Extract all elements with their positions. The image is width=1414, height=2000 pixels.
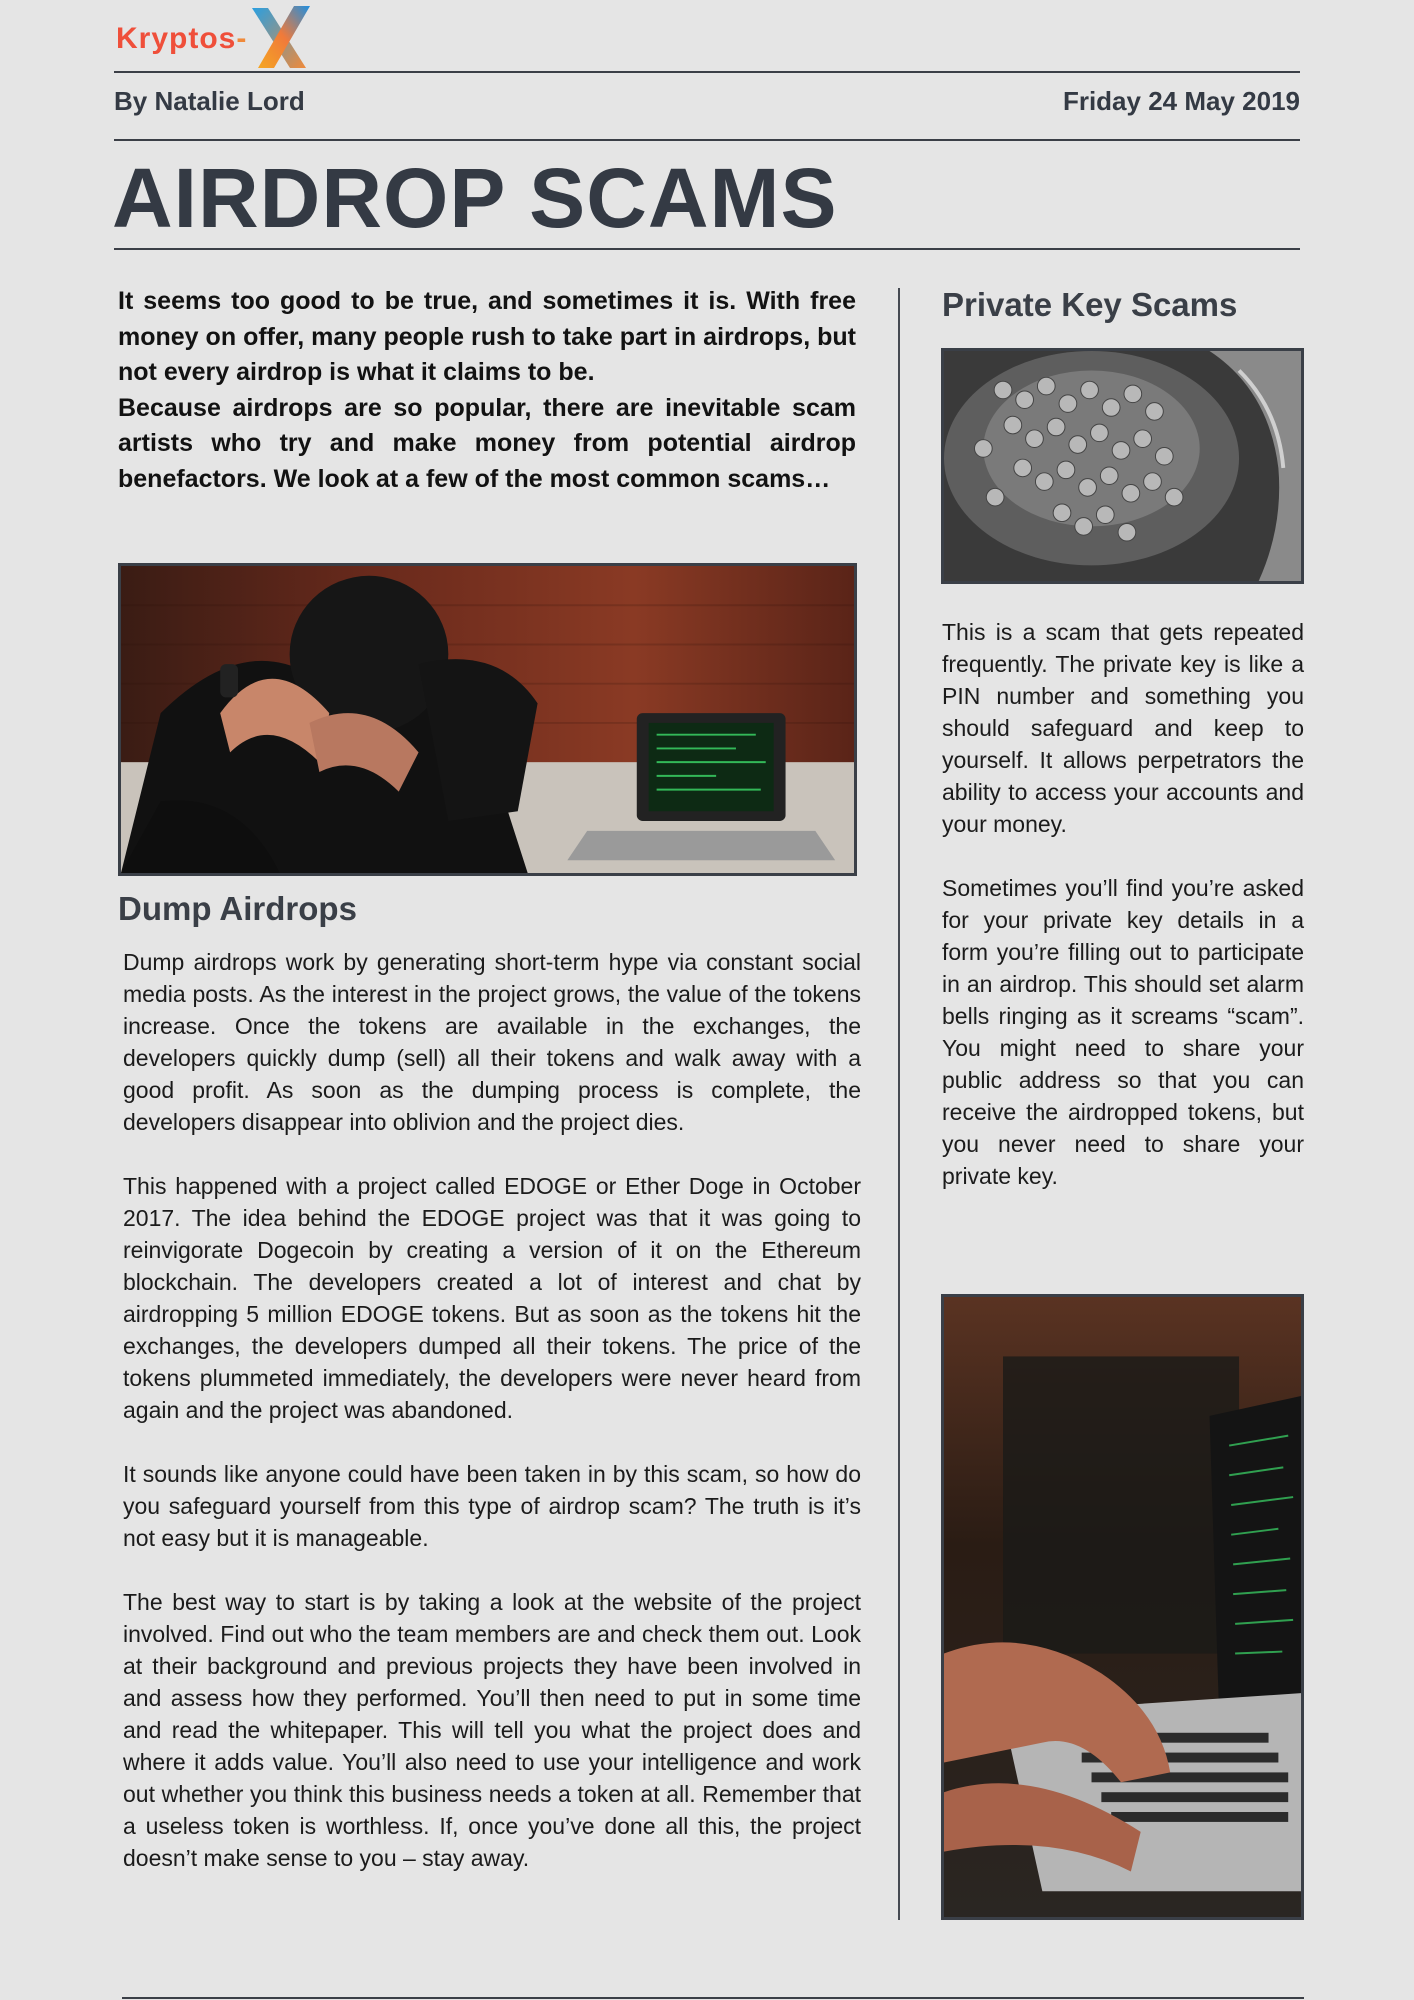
bottom-rule	[122, 1997, 1304, 1999]
lede-intro	[118, 284, 856, 497]
hooded-hacker-photo	[118, 563, 857, 876]
page-title: AIRDROP SCAMS	[112, 151, 838, 245]
coins-photo	[941, 348, 1304, 584]
headline-rule	[114, 248, 1300, 250]
body-paragraph: Sometimes you’ll find you’re asked for your private key details in a form you’re filling out to participate in an airdrop. This should set alarm bells ringing as it screams “scam”. You might need to share your public address so that you can receive the airdropped tokens, but you never need to share your private key.	[942, 875, 1304, 1189]
section-heading-dump-airdrops: Dump Airdrops	[118, 890, 357, 927]
lede-paragraph: It seems too good to be true, and sometimes it is. With free money on offer, many people rush to take part in airdrops, but not every airdrop is what it claims to be.	[118, 287, 856, 386]
typing-laptop-photo	[941, 1294, 1304, 1920]
body-paragraph: This is a scam that gets repeated frequently. The private key is like a PIN number and something you should safeguard and keep to yourself. It allows perpetrators the ability to access your accounts and your money.	[942, 619, 1304, 837]
author-byline: By Natalie Lord	[114, 86, 305, 116]
byline-rule	[114, 139, 1300, 141]
publish-date: Friday 24 May 2019	[1062, 86, 1300, 116]
body-paragraph: This happened with a project called EDOGE or Ether Doge in October 2017. The idea behind the EDOGE project was that it was going to reinvigorate Dogecoin by creating a version of it on the Ethereum blockchain. The developers created a lot of interest and chat by airdropping 5 million EDOGE tokens. But as soon as the tokens hit the exchanges, the developers dumped all their tokens. The price of the tokens plummeted immediately, the developers were never heard from again and the project was abandoned.	[123, 1173, 861, 1423]
column-divider	[898, 288, 900, 1920]
lede-paragraph: Because airdrops are so popular, there are inevitable scam artists who try and make money from potential airdrop benefactors. We look at a few of the most common scams…	[118, 393, 856, 493]
x-mark-icon	[244, 6, 314, 70]
body-paragraph: The best way to start is by taking a look at the website of the project involved. Find out who the team members are and check them out. Look at their background and previous projects they have been involved in and assess how they performed. You’ll then need to put in some time and read the whitepaper. This will tell you what the project does and where it adds value. You’ll also need to use your intelligence and work out whether you think this business needs a token at all. Remember that a useless token is worthless. If, once you’ve done all this, the project doesn’t make sense to you – stay away.	[123, 1589, 861, 1871]
private-key-scams-body	[942, 616, 1304, 1224]
body-paragraph: Dump airdrops work by generating short-term hype via constant social media posts. As the interest in the project grows, the value of the tokens increase. Once the tokens are available in the exchanges, the developers quickly dump (sell) all their tokens and walk away with a good profit. As soon as the dumping process is complete, the developers disappear into oblivion and the project dies.	[123, 949, 861, 1135]
body-paragraph: It sounds like anyone could have been taken in by this scam, so how do you safeguard yourself from this type of airdrop scam? The truth is it’s not easy but it is manageable.	[123, 1461, 861, 1551]
logo-wordmark: Kryptos-	[116, 22, 248, 55]
kryptos-x-logo	[114, 6, 314, 70]
dump-airdrops-body	[123, 946, 861, 1906]
top-rule	[114, 71, 1300, 73]
section-heading-private-key-scams: Private Key Scams	[942, 286, 1238, 323]
